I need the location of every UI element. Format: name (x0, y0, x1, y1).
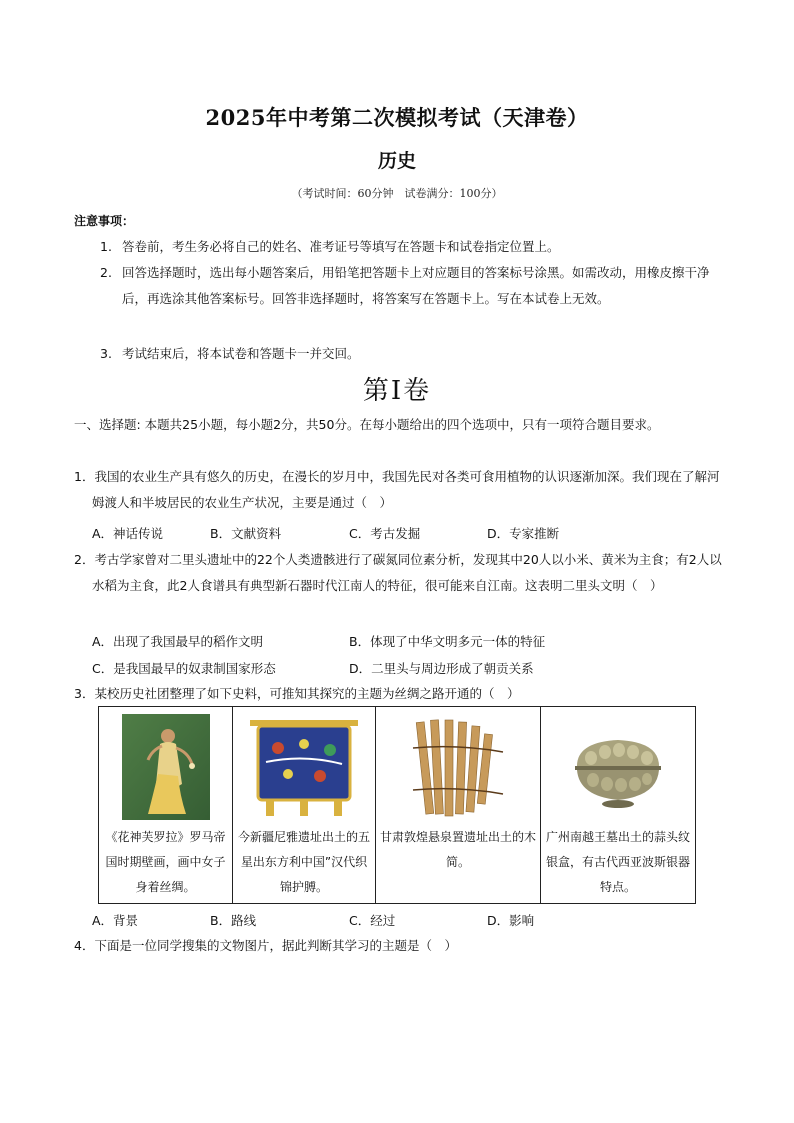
notice-heading: 注意事项： (74, 214, 135, 228)
question-stem: 1．我国的农业生产具有悠久的历史，在漫长的岁月中，我国先民对各类可食用植物的认识逐渐加深。我们现在了解河姆渡人和半坡居民的农业生产状况，主要是通过（ ） (74, 469, 720, 510)
option-c[interactable]: C．考古发掘 (349, 526, 421, 541)
option-d[interactable]: D．影响 (487, 913, 535, 928)
source-cell-bamboo-slips (376, 707, 541, 904)
brocade-armguard-image (244, 714, 364, 820)
question-stem: 4．下面是一位同学搜集的文物图片，据此判断其学习的主题是（ ） (74, 938, 457, 953)
sources-table (98, 706, 696, 904)
notice-item-number: 1. (100, 239, 112, 254)
notice-item (100, 341, 722, 367)
option-b[interactable]: B．文献资料 (210, 526, 282, 541)
bamboo-slips-image (403, 714, 513, 820)
source-caption: 《花神芙罗拉》罗马帝国时期壁画，画中女子身着丝绸。 (105, 830, 226, 894)
question-2 (74, 547, 726, 599)
exam-info: （考试时间：60分钟 试卷满分：100分） (291, 187, 503, 200)
section-intro: 一、选择题: 本题共25小题，每小题2分，共50分。在每小题给出的四个选项中，只有一项符合题目要求。 (74, 417, 660, 432)
option-a[interactable]: A．背景 (92, 913, 139, 928)
question-3 (74, 681, 726, 707)
option-b[interactable]: B．路线 (210, 913, 257, 928)
silver-box-image (563, 722, 673, 812)
part-title: 第Ⅰ卷 (362, 376, 432, 406)
notice-item-text: 考试结束后，将本试卷和答题卡一并交回。 (122, 346, 360, 361)
option-a[interactable]: A．出现了我国最早的稻作文明 (92, 634, 264, 649)
question-stem: 3．某校历史社团整理了如下史料，可推知其探究的主题为丝绸之路开通的（ ） (74, 686, 520, 701)
flora-fresco-image (122, 714, 210, 820)
option-c[interactable]: C．经过 (349, 913, 396, 928)
source-cell-silver-box (541, 707, 696, 904)
notice-item-text: 回答选择题时，选出每小题答案后，用铅笔把答题卡上对应题目的答案标号涂黑。如需改动，用橡皮擦干净后，再选涂其他答案标号。回答非选择题时，将答案写在答题卡上。写在本试卷上无效。 (122, 265, 710, 306)
notice-item-text: 答卷前，考生务必将自己的姓名、准考证号等填写在答题卡和试卷指定位置上。 (122, 239, 560, 254)
source-caption: 甘肃敦煌悬泉置遗址出土的木简。 (380, 830, 537, 869)
subject-title: 历史 (377, 150, 416, 172)
source-cell-flora (99, 707, 233, 904)
source-cell-brocade (233, 707, 376, 904)
exam-title: 2025年中考第二次模拟考试（天津卷） (205, 105, 589, 130)
source-caption: 今新疆尼雅遗址出土的五星出东方利中国”汉代织锦护膊。 (237, 830, 370, 894)
question-stem: 2．考古学家曾对二里头遗址中的22个人类遗骸进行了碳氮同位素分析，发现其中20人以小米、黄米为主食；有2人以水稻为主食，此2人食谱具有典型新石器时代江南人的特征，很可能来自江南。这表明二里头文明（ ） (74, 552, 722, 593)
option-b[interactable]: B．体现了中华文明多元一体的特征 (349, 634, 546, 649)
option-c[interactable]: C．是我国最早的奴隶制国家形态 (92, 661, 276, 676)
option-d[interactable]: D．二里头与周边形成了朝贡关系 (349, 661, 534, 676)
notice-item-number: 3. (100, 346, 112, 361)
source-caption: 广州南越王墓出土的蒜头纹银盒，有古代西亚波斯银器特点。 (545, 830, 690, 894)
notice-item (100, 260, 722, 312)
option-d[interactable]: D．专家推断 (487, 526, 560, 541)
question-4 (74, 933, 726, 959)
option-a[interactable]: A．神话传说 (92, 526, 164, 541)
notice-item-number: 2. (100, 265, 112, 280)
question-1 (74, 464, 726, 516)
notice-item (100, 234, 722, 260)
